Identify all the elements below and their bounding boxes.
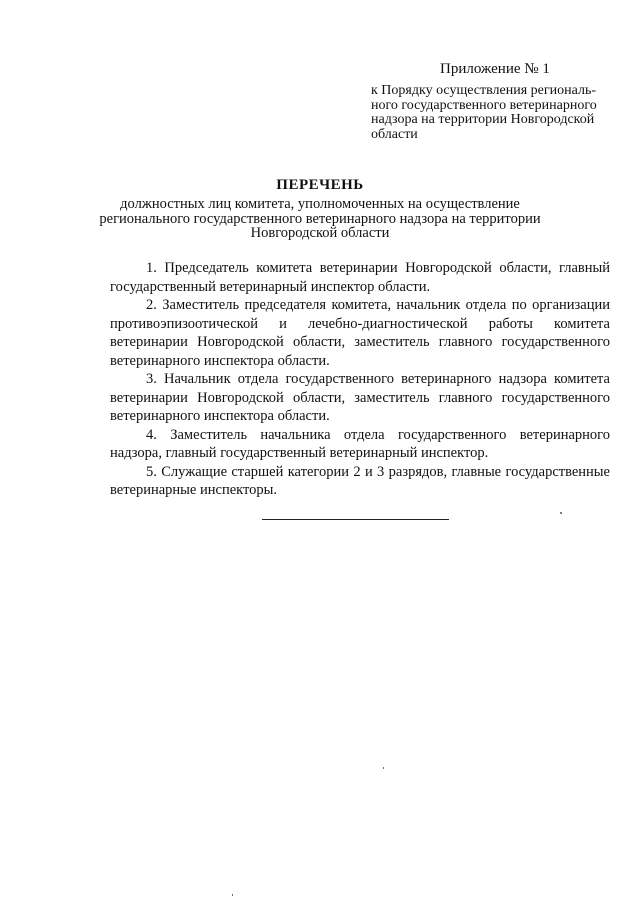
list-item (110, 370, 610, 426)
list-item-line: 5. Служащие старшей категории 2 и 3 разрядов, главные государственные (146, 463, 610, 480)
appendix-reference-line: ного государственного ветеринарного (371, 97, 597, 113)
subtitle-line: Новгородской области (250, 225, 390, 241)
list-item-line: ветеринарного инспектора области. (110, 408, 330, 424)
subtitle-line: регионального государственного ветеринарного надзора на территории (99, 210, 541, 227)
appendix-title: Приложение № 1 (440, 61, 550, 77)
appendix-reference (371, 84, 616, 142)
list-item-line: 1. Председатель комитета ветеринарии Новгородской области, главный (146, 260, 610, 276)
officials-list (110, 259, 610, 500)
document-title: ПЕРЕЧЕНЬ (276, 177, 364, 193)
closing-rule (262, 519, 449, 520)
list-item-line: 2. Заместитель председателя комитета, начальник отдела по организации (146, 297, 610, 313)
list-item-line: ветеринарные инспекторы. (110, 482, 278, 498)
list-item-line: государственный ветеринарный инспектор области. (110, 278, 431, 295)
list-item-line: противоэпизоотической и лечебно-диагностической работы комитета (110, 315, 610, 332)
list-item-line: ветеринарии Новгородской области, заместитель главного государственного (110, 334, 610, 350)
appendix-reference-line: надзора на территории Новгородской (371, 112, 595, 127)
scan-speck (560, 512, 562, 514)
list-item-line: ветеринарного инспектора области. (110, 352, 330, 369)
document-subtitle (80, 197, 560, 241)
list-item-line: надзора, главный государственный ветеринарный инспектор. (110, 445, 489, 461)
list-item (110, 426, 610, 463)
list-item (110, 259, 610, 296)
list-item (110, 463, 610, 500)
appendix-reference-line: к Порядку осуществления региональ- (371, 83, 596, 98)
scan-speck (232, 894, 233, 896)
scan-speck (383, 767, 384, 769)
list-item (110, 296, 610, 370)
list-item-line: ветеринарии Новгородской области, заместитель главного государственного (110, 389, 610, 406)
list-item-line: 3. Начальник отдела государственного ветеринарного надзора комитета (146, 371, 610, 387)
list-item-line: 4. Заместитель начальника отдела государственного ветеринарного (146, 426, 610, 443)
appendix-reference-line: области (371, 126, 418, 142)
subtitle-line: должностных лиц комитета, уполномоченных на осуществление (120, 196, 520, 212)
